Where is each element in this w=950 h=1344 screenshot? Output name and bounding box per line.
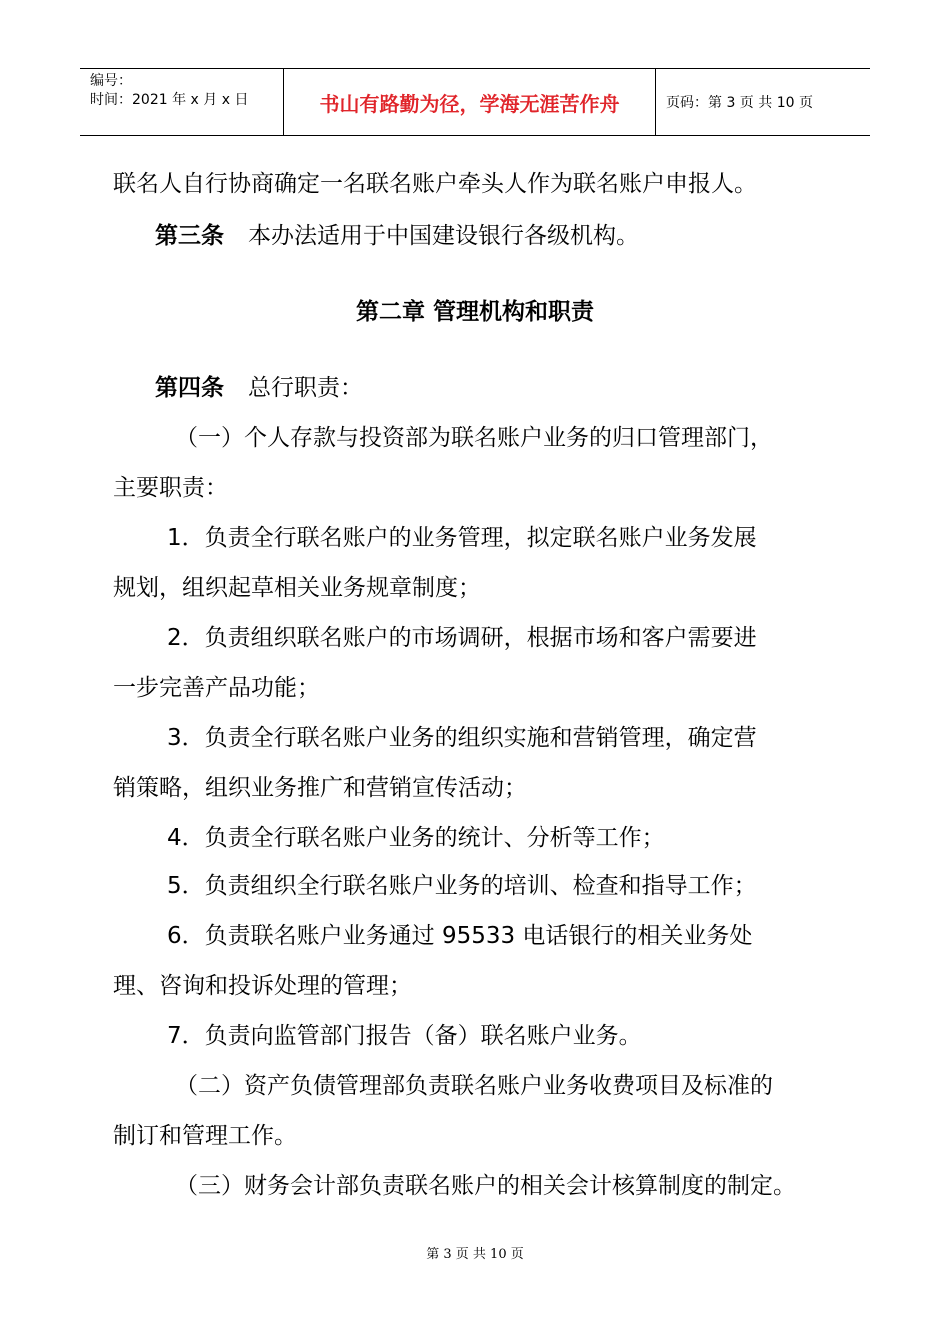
article-3-text: 本办法适用于中国建设银行各级机构。 [248,223,639,249]
document-number-label: 编号： [90,73,132,89]
clause-1-line: （一）个人存款与投资部为联名账户业务的归口管理部门， [175,425,773,451]
header-motto-cell [283,69,656,135]
article-3-title: 第三条 [155,223,224,249]
article-3 [155,222,639,250]
clause-2-line: 制订和管理工作。 [113,1123,297,1149]
paragraph-line: 联名人自行协商确定一名联名账户牵头人作为联名账户申报人。 [113,171,757,197]
item-4-line: 4．负责全行联名账户业务的统计、分析等工作； [167,825,665,851]
article-4-text: 总行职责： [248,375,363,401]
header-motto: 书山有路勤为径，学海无涯苦作舟 [319,92,620,116]
item-2-line: 一步完善产品功能； [113,675,320,701]
header-info-cell [80,69,283,135]
item-6-line: 6．负责联名账户业务通过 95533 电话银行的相关业务处 [167,923,753,949]
clause-2-line: （二）资产负债管理部负责联名账户业务收费项目及标准的 [175,1073,773,1099]
article-4-title: 第四条 [155,375,224,401]
chapter-heading: 第二章 管理机构和职责 [355,299,594,325]
page-header [80,68,870,136]
item-2-line: 2．负责组织联名账户的市场调研，根据市场和客户需要进 [167,625,757,651]
article-4 [155,374,363,402]
item-3-line: 销策略，组织业务推广和营销宣传活动； [113,775,527,801]
item-6-line: 理、咨询和投诉处理的管理； [113,973,412,999]
item-1-line: 1．负责全行联名账户的业务管理，拟定联名账户业务发展 [167,525,757,551]
item-5-line: 5．负责组织全行联名账户业务的培训、检查和指导工作； [167,873,757,899]
item-1-line: 规划，组织起草相关业务规章制度； [113,575,481,601]
clause-1-line: 主要职责： [113,475,228,501]
item-3-line: 3．负责全行联名账户业务的组织实施和营销管理，确定营 [167,725,757,751]
page-footer: 第 3 页 共 10 页 [426,1247,524,1262]
clause-3-line: （三）财务会计部负责联名账户的相关会计核算制度的制定。 [175,1173,796,1199]
header-page-cell [656,69,870,135]
item-7-line: 7．负责向监管部门报告（备）联名账户业务。 [167,1023,642,1049]
header-page-number: 页码：第 3 页 共 10 页 [666,95,813,111]
document-date-label: 时间：2021 年 x 月 x 日 [90,92,249,108]
